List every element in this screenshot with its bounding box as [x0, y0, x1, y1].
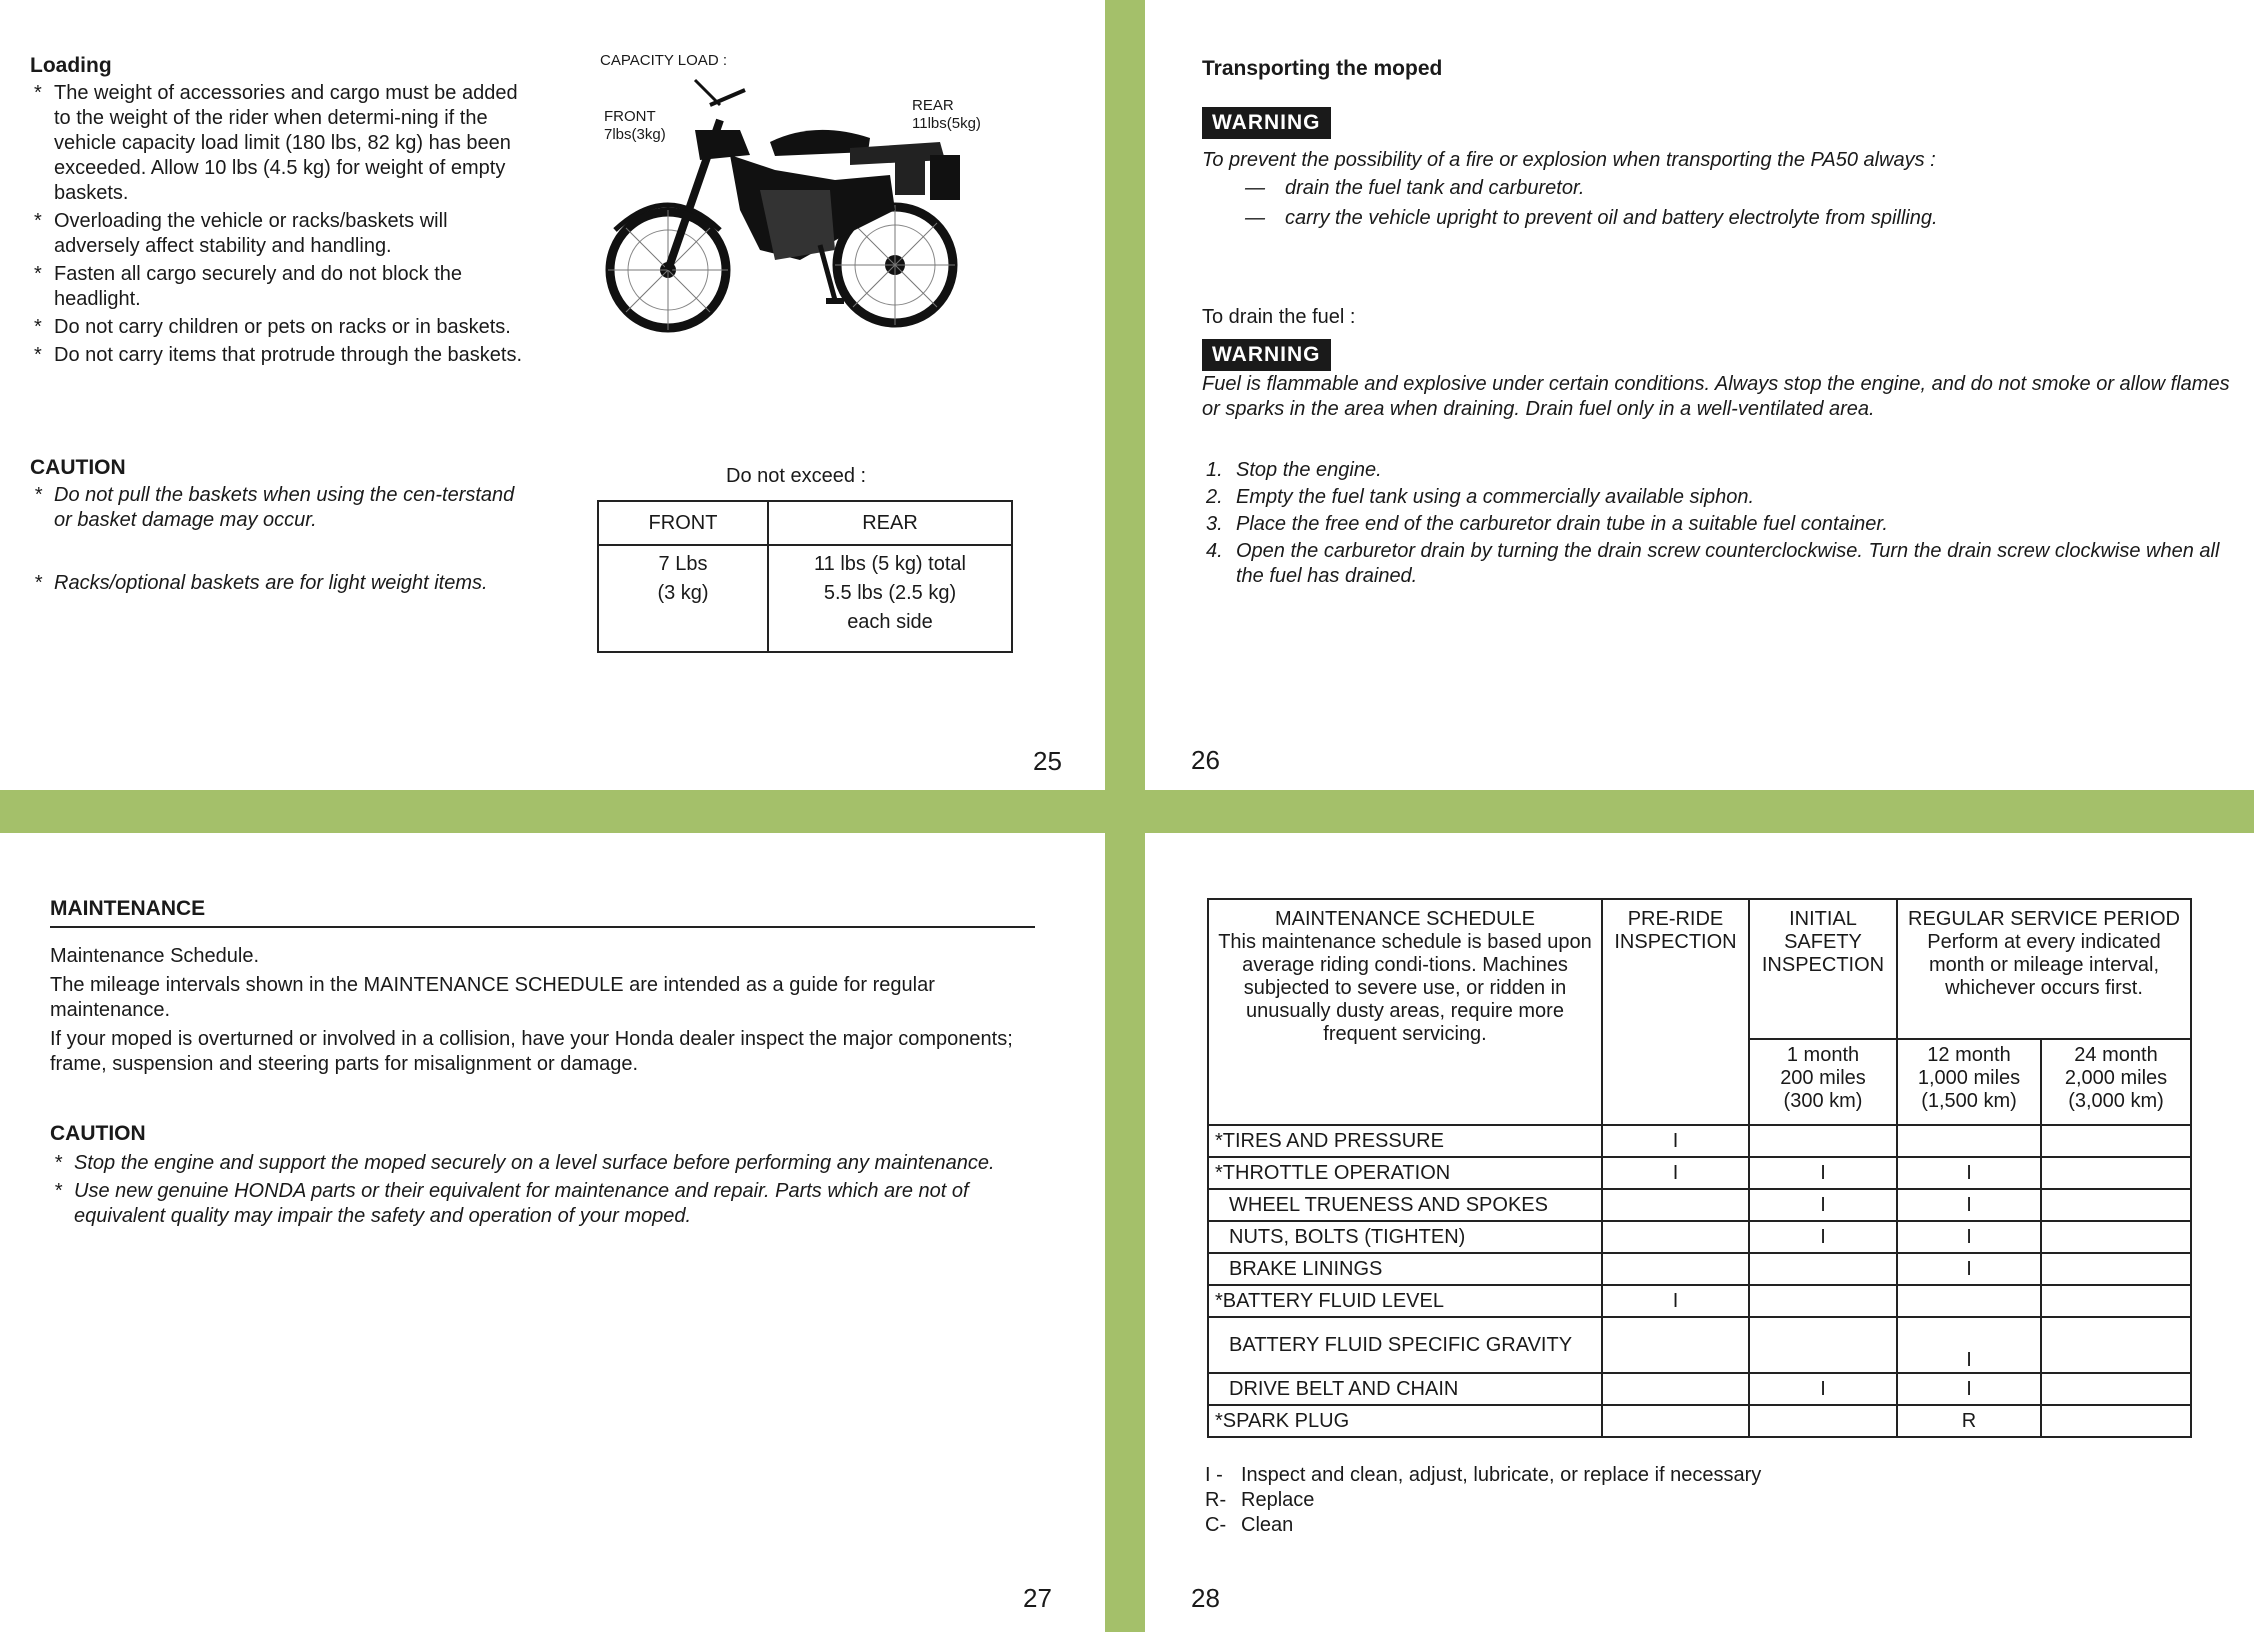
month-24-cell	[2041, 1285, 2191, 1317]
paragraph: The mileage intervals shown in the MAINTENANCE SCHEDULE are intended as a guide for regular maintenance.	[50, 974, 935, 1021]
month-24-cell	[2041, 1405, 2191, 1437]
legend-text: Replace	[1241, 1489, 1315, 1511]
initial-interval	[1749, 1039, 1897, 1125]
pre-ride-header: PRE-RIDE INSPECTION	[1602, 899, 1749, 1125]
list-item: * Overloading the vehicle or racks/baskets will adversely affect stability and handling.	[30, 209, 530, 259]
month-12-cell: I	[1897, 1317, 2041, 1373]
loading-title: Loading	[30, 54, 112, 77]
page-number: 26	[1191, 745, 1220, 775]
warning-badge: WARNING	[1202, 107, 1331, 139]
front-value-line: 7 Lbs	[658, 553, 708, 575]
legend-item	[1205, 1488, 2205, 1513]
table-row	[1208, 1405, 2191, 1437]
initial-cell: I	[1749, 1221, 1897, 1253]
step-text: Open the carburetor drain by turning the drain screw counterclockwise. Turn the drain screw clockwise when all the fuel has drained.	[1236, 540, 2220, 587]
rear-value-line: each side	[847, 611, 933, 633]
capacity-load-label: CAPACITY LOAD :	[600, 52, 727, 69]
capacity-table	[597, 500, 1013, 653]
regular-description: Perform at every indicated month or mileage interval, whichever occurs first.	[1927, 931, 2161, 999]
table-row	[1208, 1221, 2191, 1253]
front-value: 7lbs(3kg)	[604, 126, 666, 143]
interval-24-month	[2041, 1039, 2191, 1125]
caution-title: CAUTION	[30, 456, 126, 479]
month-24-cell	[2041, 1317, 2191, 1373]
list-item: * Do not carry children or pets on racks or in baskets.	[30, 315, 530, 340]
list-item	[1202, 512, 2242, 537]
month-12-cell: I	[1897, 1157, 2041, 1189]
regular-header-cell	[1897, 899, 2191, 1039]
legend-item	[1205, 1513, 2205, 1538]
item-cell: BRAKE LININGS	[1208, 1253, 1602, 1285]
do-not-exceed-label: Do not exceed :	[726, 465, 867, 487]
table-row	[1208, 1317, 2191, 1373]
pre-ride-cell	[1602, 1221, 1749, 1253]
pre-ride-cell	[1602, 1317, 1749, 1373]
legend-key: R-	[1205, 1489, 1227, 1511]
interval-line: 200 miles	[1780, 1067, 1866, 1089]
initial-cell: I	[1749, 1189, 1897, 1221]
step-number: 1.	[1206, 459, 1223, 481]
month-12-cell	[1897, 1285, 2041, 1317]
schedule-legend	[1205, 1463, 2205, 1538]
table-row	[1208, 1125, 2191, 1157]
pre-ride-cell	[1602, 1373, 1749, 1405]
caution-title: CAUTION	[50, 1122, 146, 1145]
item-cell: NUTS, BOLTS (TIGHTEN)	[1208, 1221, 1602, 1253]
item-cell: *THROTTLE OPERATION	[1208, 1157, 1602, 1189]
interval-line: 12 month	[1927, 1044, 2011, 1066]
step-text: Place the free end of the carburetor drain tube in a suitable fuel container.	[1236, 513, 1888, 535]
legend-key: I -	[1205, 1464, 1223, 1486]
transport-title: Transporting the moped	[1202, 57, 1443, 80]
warning-text: To prevent the possibility of a fire or explosion when transporting the PA50 always :	[1202, 149, 1936, 171]
warning-list	[1245, 176, 2205, 231]
month-24-cell	[2041, 1125, 2191, 1157]
step-text: Stop the engine.	[1236, 459, 1382, 481]
initial-cell	[1749, 1125, 1897, 1157]
month-24-cell	[2041, 1253, 2191, 1285]
table-row	[1208, 1189, 2191, 1221]
maintenance-schedule-table	[1207, 898, 2192, 1438]
item-cell: *BATTERY FLUID LEVEL	[1208, 1285, 1602, 1317]
list-item: * Fasten all cargo securely and do not block the headlight.	[30, 262, 530, 312]
month-24-cell	[2041, 1189, 2191, 1221]
pre-ride-cell	[1602, 1253, 1749, 1285]
rear-header: REAR	[768, 501, 1012, 545]
maintenance-intro	[50, 944, 1040, 1077]
rear-value-cell	[768, 545, 1012, 652]
legend-key: C-	[1205, 1514, 1227, 1536]
schedule-description: This maintenance schedule is based upon average riding condi-tions. Machines subjected to severe use, or ridden in unusually dusty areas, require more frequent servicing.	[1218, 931, 1592, 1045]
page-28	[1145, 833, 2254, 1632]
list-item: — drain the fuel tank and carburetor.	[1245, 176, 2205, 201]
rear-value: 11lbs(5kg)	[912, 115, 981, 132]
month-12-cell: I	[1897, 1221, 2041, 1253]
month-12-cell: I	[1897, 1253, 2041, 1285]
rear-label: REAR	[912, 97, 954, 114]
rear-value-line: 5.5 lbs (2.5 kg)	[823, 582, 957, 604]
pre-ride-cell	[1602, 1405, 1749, 1437]
maintenance-title: MAINTENANCE	[50, 897, 206, 920]
page-number: 25	[1033, 746, 1062, 776]
item-cell: *SPARK PLUG	[1208, 1405, 1602, 1437]
page-26	[1145, 0, 2254, 790]
step-number: 3.	[1206, 513, 1223, 535]
caution-list	[50, 1151, 1040, 1232]
step-number: 2.	[1206, 486, 1223, 508]
front-label: FRONT	[604, 108, 656, 125]
list-item: * Use new genuine HONDA parts or their equivalent for maintenance and repair. Parts which are not of equivalent quality may impair the safety and operation of your moped.	[50, 1179, 1040, 1229]
caution-list	[30, 483, 530, 599]
list-item: * Racks/optional baskets are for light weight items.	[30, 571, 530, 596]
list-item: * The weight of accessories and cargo must be added to the weight of the rider when determi-ning if the vehicle capacity load limit (180 lbs, 82 kg) has been exceeded. Allow 10 lbs (4.5 kg) for weight of empty baskets.	[30, 81, 530, 206]
item-cell: WHEEL TRUENESS AND SPOKES	[1208, 1189, 1602, 1221]
step-text: Empty the fuel tank using a commercially available siphon.	[1236, 486, 1755, 508]
interval-12-month	[1897, 1039, 2041, 1125]
regular-title: REGULAR SERVICE PERIOD	[1908, 908, 2180, 930]
legend-text: Inspect and clean, adjust, lubricate, or replace if necessary	[1241, 1464, 1762, 1486]
initial-cell: I	[1749, 1373, 1897, 1405]
page-number: 27	[1023, 1583, 1052, 1613]
interval-line: (1,500 km)	[1921, 1090, 2017, 1112]
list-item: — carry the vehicle upright to prevent oil and battery electrolyte from spilling.	[1245, 206, 2205, 231]
table-row	[1208, 1253, 2191, 1285]
pre-ride-cell: I	[1602, 1285, 1749, 1317]
list-item	[1202, 485, 2242, 510]
paragraph: If your moped is overturned or involved in a collision, have your Honda dealer inspect the major components; frame, suspension and steering parts for misalignment or damage.	[50, 1028, 1013, 1075]
list-item	[1202, 539, 2242, 589]
initial-cell	[1749, 1317, 1897, 1373]
page-25	[0, 0, 1105, 790]
drain-steps	[1202, 458, 2242, 591]
legend-text: Clean	[1241, 1514, 1294, 1536]
month-12-cell: I	[1897, 1189, 2041, 1221]
schedule-title-cell	[1208, 899, 1602, 1125]
month-12-cell: I	[1897, 1373, 2041, 1405]
initial-header: INITIAL SAFETY INSPECTION	[1749, 899, 1897, 1039]
month-12-cell: R	[1897, 1405, 2041, 1437]
moped-illustration	[600, 60, 1010, 350]
loading-list	[30, 81, 530, 371]
initial-cell: I	[1749, 1157, 1897, 1189]
front-header: FRONT	[598, 501, 768, 545]
table-row	[1208, 1157, 2191, 1189]
initial-cell	[1749, 1253, 1897, 1285]
pre-ride-cell	[1602, 1189, 1749, 1221]
step-number: 4.	[1206, 540, 1223, 562]
list-item	[1202, 458, 2242, 483]
interval-line: 24 month	[2074, 1044, 2158, 1066]
interval-line: 1 month	[1786, 1044, 1860, 1066]
initial-cell	[1749, 1285, 1897, 1317]
paragraph: Maintenance Schedule.	[50, 945, 260, 967]
month-24-cell	[2041, 1221, 2191, 1253]
front-value-cell	[598, 545, 768, 652]
legend-item	[1205, 1463, 2205, 1488]
list-item: * Do not pull the baskets when using the cen-terstand or basket damage may occur.	[30, 483, 530, 533]
interval-line: 2,000 miles	[2064, 1067, 2168, 1089]
pre-ride-cell: I	[1602, 1125, 1749, 1157]
table-row	[1208, 1285, 2191, 1317]
page-number: 28	[1191, 1583, 1220, 1613]
month-24-cell	[2041, 1157, 2191, 1189]
initial-cell	[1749, 1405, 1897, 1437]
month-12-cell	[1897, 1125, 2041, 1157]
drain-fuel-title: To drain the fuel :	[1202, 306, 1356, 328]
warning-text: Fuel is flammable and explosive under certain conditions. Always stop the engine, and do not smoke or allow flames or sparks in the area when draining. Drain fuel only in a well-ventilated area.	[1202, 373, 2230, 420]
table-row	[1208, 1373, 2191, 1405]
schedule-title: MAINTENANCE SCHEDULE	[1274, 908, 1536, 930]
front-value-line: (3 kg)	[657, 582, 709, 604]
rear-value-line: 11 lbs (5 kg) total	[814, 553, 966, 575]
interval-line: 1,000 miles	[1917, 1067, 2021, 1089]
warning-badge: WARNING	[1202, 339, 1331, 371]
item-cell: DRIVE BELT AND CHAIN	[1208, 1373, 1602, 1405]
pre-ride-cell: I	[1602, 1157, 1749, 1189]
title-rule	[50, 926, 1035, 928]
item-cell: BATTERY FLUID SPECIFIC GRAVITY	[1208, 1317, 1602, 1373]
interval-line: (300 km)	[1783, 1090, 1863, 1112]
list-item: * Stop the engine and support the moped securely on a level surface before performing any maintenance.	[50, 1151, 1040, 1176]
interval-line: (3,000 km)	[2068, 1090, 2164, 1112]
month-24-cell	[2041, 1373, 2191, 1405]
item-cell: *TIRES AND PRESSURE	[1208, 1125, 1602, 1157]
page-27	[0, 833, 1105, 1632]
list-item: * Do not carry items that protrude through the baskets.	[30, 343, 530, 368]
